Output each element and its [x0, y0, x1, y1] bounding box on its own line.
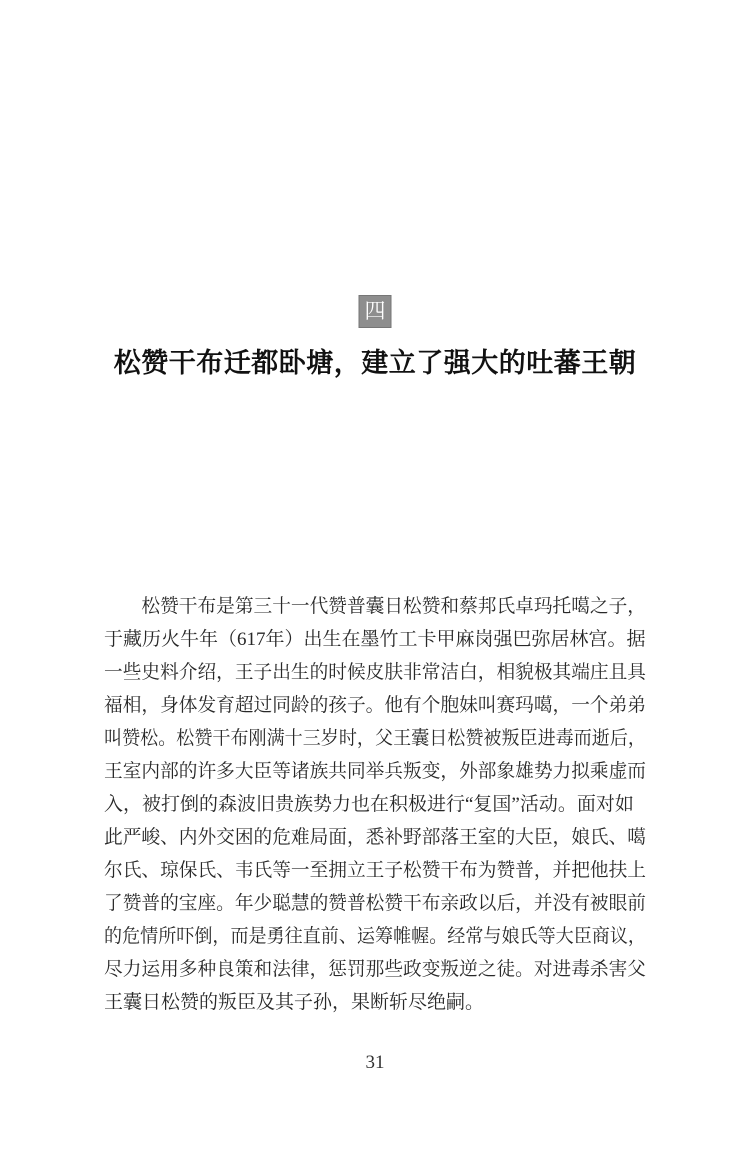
chapter-title: 松赞干布迁都卧塘，建立了强大的吐蕃王朝: [113, 348, 637, 378]
body-paragraph: [104, 590, 646, 1019]
body-line: 于藏历火牛年（617年）出生在墨竹工卡甲麻岗强巴弥居林宫。据: [104, 629, 646, 650]
body-line: 松赞干布是第三十一代赞普囊日松赞和蔡邦氏卓玛托噶之子，: [141, 596, 647, 617]
page-number: 31: [365, 1052, 385, 1073]
body-line: 入，被打倒的森波旧贵族势力也在积极进行“复国”活动。面对如: [104, 794, 634, 815]
body-line: 尔氏、琼保氏、韦氏等一至拥立王子松赞干布为赞普，并把他扶上: [104, 860, 647, 881]
body-line: 叫赞松。松赞干布刚满十三岁时，父王囊日松赞被叛臣进毒而逝后，: [104, 728, 647, 749]
chapter-number: 四: [364, 299, 386, 323]
body-line: 此严峻、内外交困的危难局面，悉补野部落王室的大臣，娘氏、噶: [104, 827, 647, 848]
body-line: 了赞普的宝座。年少聪慧的赞普松赞干布亲政以后，并没有被眼前: [104, 893, 647, 914]
body-line: 尽力运用多种良策和法律，惩罚那些政变叛逆之徒。对进毒杀害父: [104, 959, 647, 980]
body-line: 福相，身体发育超过同龄的孩子。他有个胞妹叫赛玛噶，一个弟弟: [104, 695, 647, 716]
body-line: 王囊日松赞的叛臣及其子孙，果断斩尽绝嗣。: [104, 992, 485, 1013]
body-line: 的危情所吓倒，而是勇往直前、运筹帷幄。经常与娘氏等大臣商议，: [104, 926, 647, 947]
body-line: 一些史料介绍，王子出生的时候皮肤非常洁白，相貌极其端庄且具: [104, 662, 647, 683]
chapter-number-badge: [359, 295, 392, 328]
body-line: 王室内部的许多大臣等诸族共同举兵叛变，外部象雄势力拟乘虚而: [104, 761, 647, 782]
